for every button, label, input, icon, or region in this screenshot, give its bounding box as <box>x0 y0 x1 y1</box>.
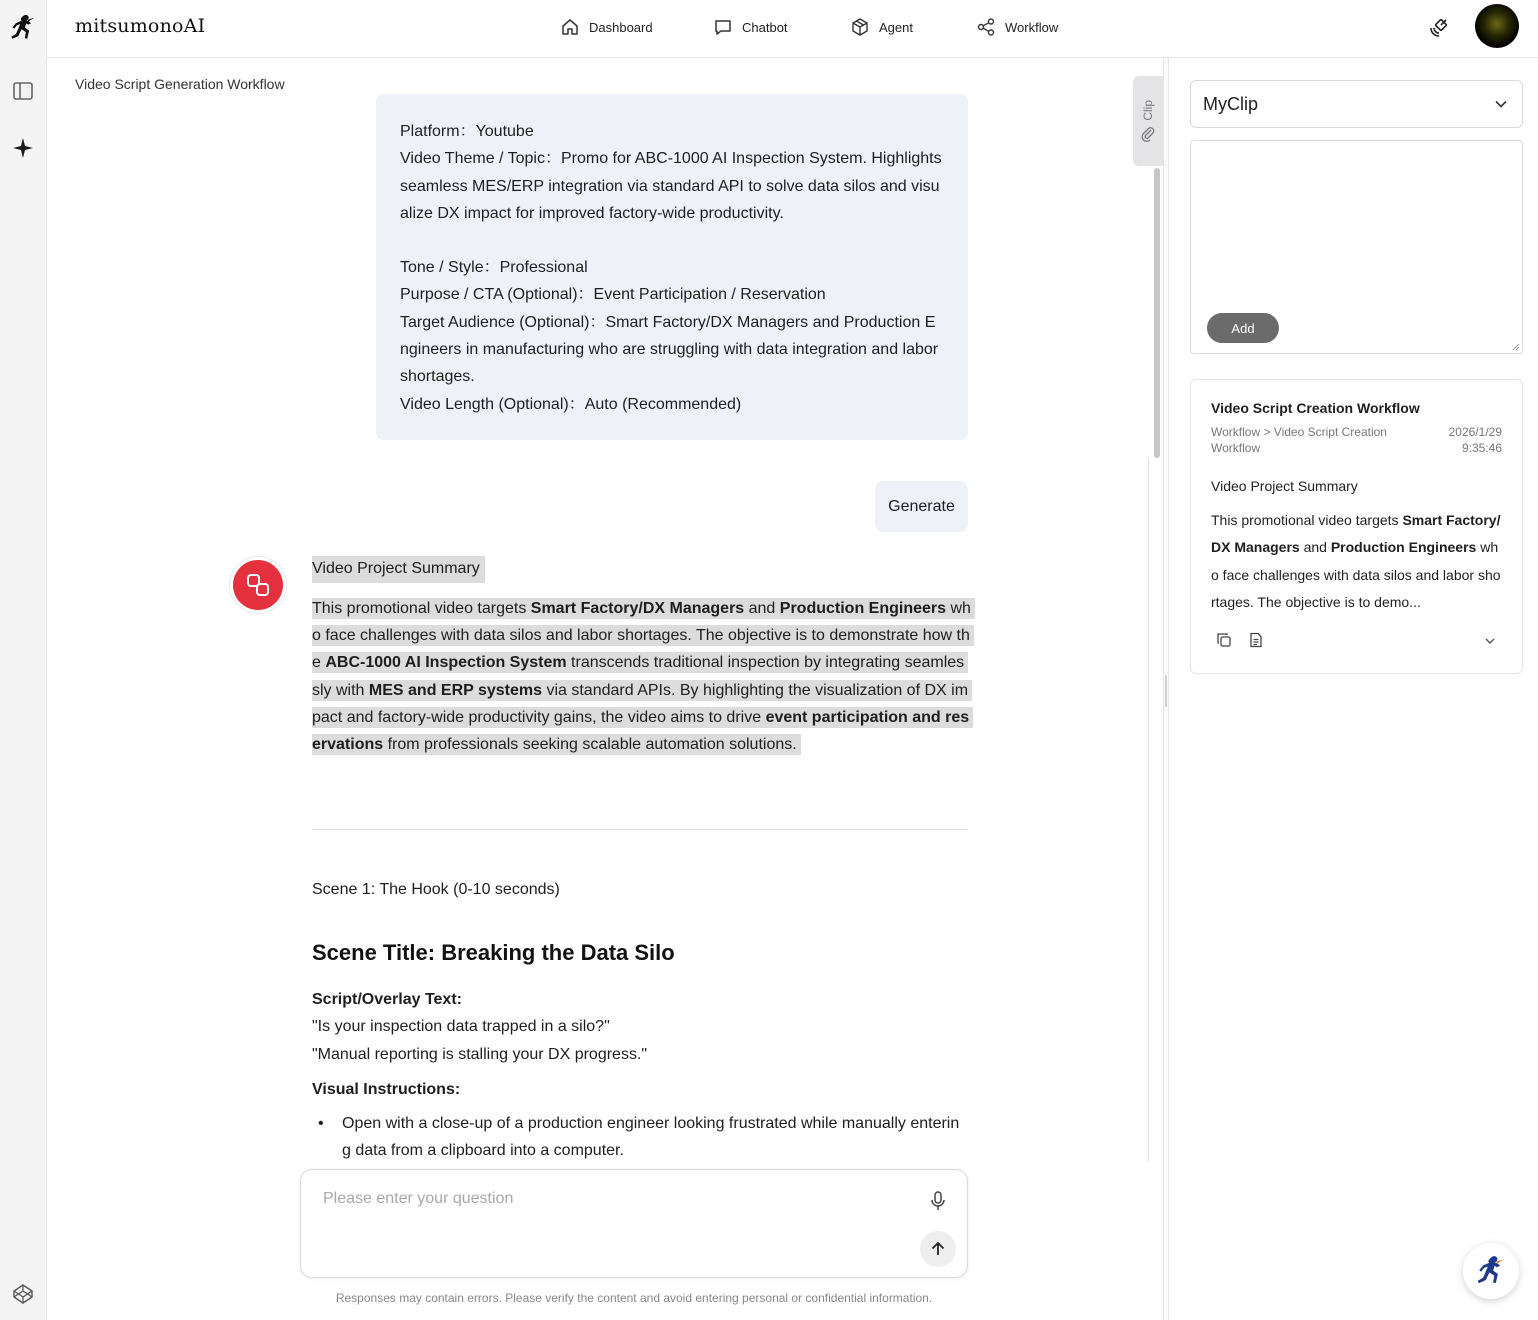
add-button[interactable]: Add <box>1207 313 1279 343</box>
clip-select-value: MyClip <box>1203 93 1259 114</box>
satellite-icon[interactable] <box>1426 15 1452 41</box>
codepen-icon[interactable] <box>9 1280 37 1308</box>
card-time: 9:35:46 <box>1461 441 1502 455</box>
clip-select[interactable] <box>1190 80 1523 128</box>
share-icon <box>976 17 996 37</box>
chat-area <box>47 58 1163 1320</box>
clip-note-input[interactable] <box>1190 140 1523 354</box>
card-title: Video Script Creation Workflow <box>1211 400 1420 416</box>
left-rail <box>0 0 47 1320</box>
document-icon[interactable] <box>1247 631 1265 649</box>
chat-icon <box>713 17 733 37</box>
card-path: Workflow > Video Script Creation Workflow <box>1211 425 1387 455</box>
script-line: "Is your inspection data trapped in a silo?" <box>312 1018 610 1035</box>
bold-text: Smart Factory/DX Managers <box>530 600 745 617</box>
mic-icon[interactable] <box>925 1188 951 1214</box>
chevron-down-icon[interactable] <box>1482 633 1498 649</box>
visual-bullet: • Open with a close-up of a production engineer looking frustrated while manually entering data from a clipboard into a computer. <box>312 1110 968 1165</box>
bold-text: event participation and reservations <box>312 708 970 754</box>
disclaimer: Responses may contain errors. Please verify the content and avoid entering personal or confidential information. <box>335 1291 933 1305</box>
question-input[interactable] <box>323 1190 903 1230</box>
card-timestamp <box>1449 424 1502 456</box>
card-subtitle: Video Project Summary <box>1211 478 1358 494</box>
user-message-bubble <box>376 94 968 440</box>
message-line: Video Length (Optional)：Auto (Recommended) <box>400 395 742 413</box>
bold-text: MES and ERP systems <box>368 681 543 699</box>
message-line: Video Theme / Topic：Promo for ABC-1000 AI Inspection System. Highlights seamless MES/ERP integration via standard API to solve data silos and visualize DX impact for improved factory-wide productivity. <box>400 150 942 222</box>
message-line: Tone / Style：Professional <box>400 259 588 277</box>
workflow-title: Video Script Generation Workflow <box>75 76 285 92</box>
home-icon <box>560 17 580 37</box>
chevron-down-icon <box>1494 97 1508 111</box>
script-line: "Manual reporting is stalling your DX progress." <box>312 1046 648 1063</box>
bold-text: Production Engineers <box>1330 539 1477 556</box>
bold-text: Smart Factory/DX Managers <box>1211 512 1501 556</box>
message-line: Target Audience (Optional)：Smart Factory/DX Managers and Production Engineers in manufacturing who are struggling with data integration and labor shortages. <box>400 313 939 386</box>
nav-agent-label: Agent <box>879 19 913 35</box>
bold-text: ABC-1000 AI Inspection System <box>325 654 567 672</box>
nav-workflow-label: Workflow <box>1005 19 1059 35</box>
sidebar-toggle-icon[interactable] <box>9 77 37 105</box>
nav-agent[interactable] <box>850 14 913 40</box>
resize-handle-icon[interactable] <box>1512 343 1520 351</box>
cube-icon <box>850 17 870 37</box>
scene-title: Scene Title: Breaking the Data Silo <box>312 940 675 965</box>
nav-dashboard[interactable] <box>560 14 653 40</box>
send-button[interactable] <box>920 1231 956 1267</box>
message-line: Purpose / CTA (Optional)：Event Participation / Reservation <box>400 286 826 304</box>
brand-name: mitsumonoAI <box>75 15 206 37</box>
clip-panel <box>1169 58 1538 1320</box>
copy-icon[interactable] <box>1215 631 1233 649</box>
card-body: This promotional video targets Smart Factory/DX Managers and Production Engineers who face challenges with data silos and labor shortages. The objective is to demo... <box>1211 512 1501 611</box>
nav-workflow[interactable] <box>976 14 1058 40</box>
nav-chatbot-label: Chatbot <box>742 19 788 35</box>
ninja-mascot-icon <box>1473 1253 1509 1289</box>
divider <box>312 829 968 830</box>
summary-title: Video Project Summary <box>312 556 485 583</box>
scrollbar-track[interactable] <box>1148 458 1149 1162</box>
bot-avatar <box>229 556 287 614</box>
clip-card <box>1190 379 1523 674</box>
sparkle-icon[interactable] <box>9 134 37 162</box>
bot-answer <box>312 556 972 758</box>
scrollbar-thumb[interactable] <box>1154 168 1160 458</box>
card-date: 2026/1/29 <box>1448 425 1502 439</box>
nav-chatbot[interactable] <box>713 14 788 40</box>
generate-message-bubble: Generate <box>875 481 968 532</box>
bold-text: Production Engineers <box>779 600 947 617</box>
summary-paragraph: This promotional video targets Smart Factory/DX Managers and Production Engineers who face challenges with data silos and labor shortages. The objective is to demonstrate how the ABC-1000 AI Inspection System transcends traditional inspection by integrating seamlessly with MES and ERP systems via standard APIs. By highlighting the visualization of DX impact and factory-wide productivity gains, the video aims to drive event participation and reservations from professionals seeking scalable automation solutions. <box>312 595 972 758</box>
nav-dashboard-label: Dashboard <box>589 19 653 35</box>
user-avatar[interactable] <box>1475 4 1519 48</box>
arrow-up-icon <box>929 1240 947 1258</box>
paperclip-icon <box>1141 126 1155 142</box>
ninja-assistant-button[interactable] <box>1463 1243 1519 1299</box>
top-header <box>47 0 1538 58</box>
script-label: Script/Overlay Text: <box>312 991 462 1008</box>
question-input-box <box>300 1169 968 1278</box>
bot-logo-icon <box>243 570 273 600</box>
scene-heading: Scene 1: The Hook (0-10 seconds) <box>312 881 560 898</box>
ninja-logo-icon[interactable] <box>9 14 37 42</box>
clip-tab[interactable] <box>1133 76 1163 166</box>
visual-label: Visual Instructions: <box>312 1081 461 1098</box>
message-line: Platform：Youtube <box>400 123 534 140</box>
clip-tab-label: Clip <box>1141 99 1155 121</box>
